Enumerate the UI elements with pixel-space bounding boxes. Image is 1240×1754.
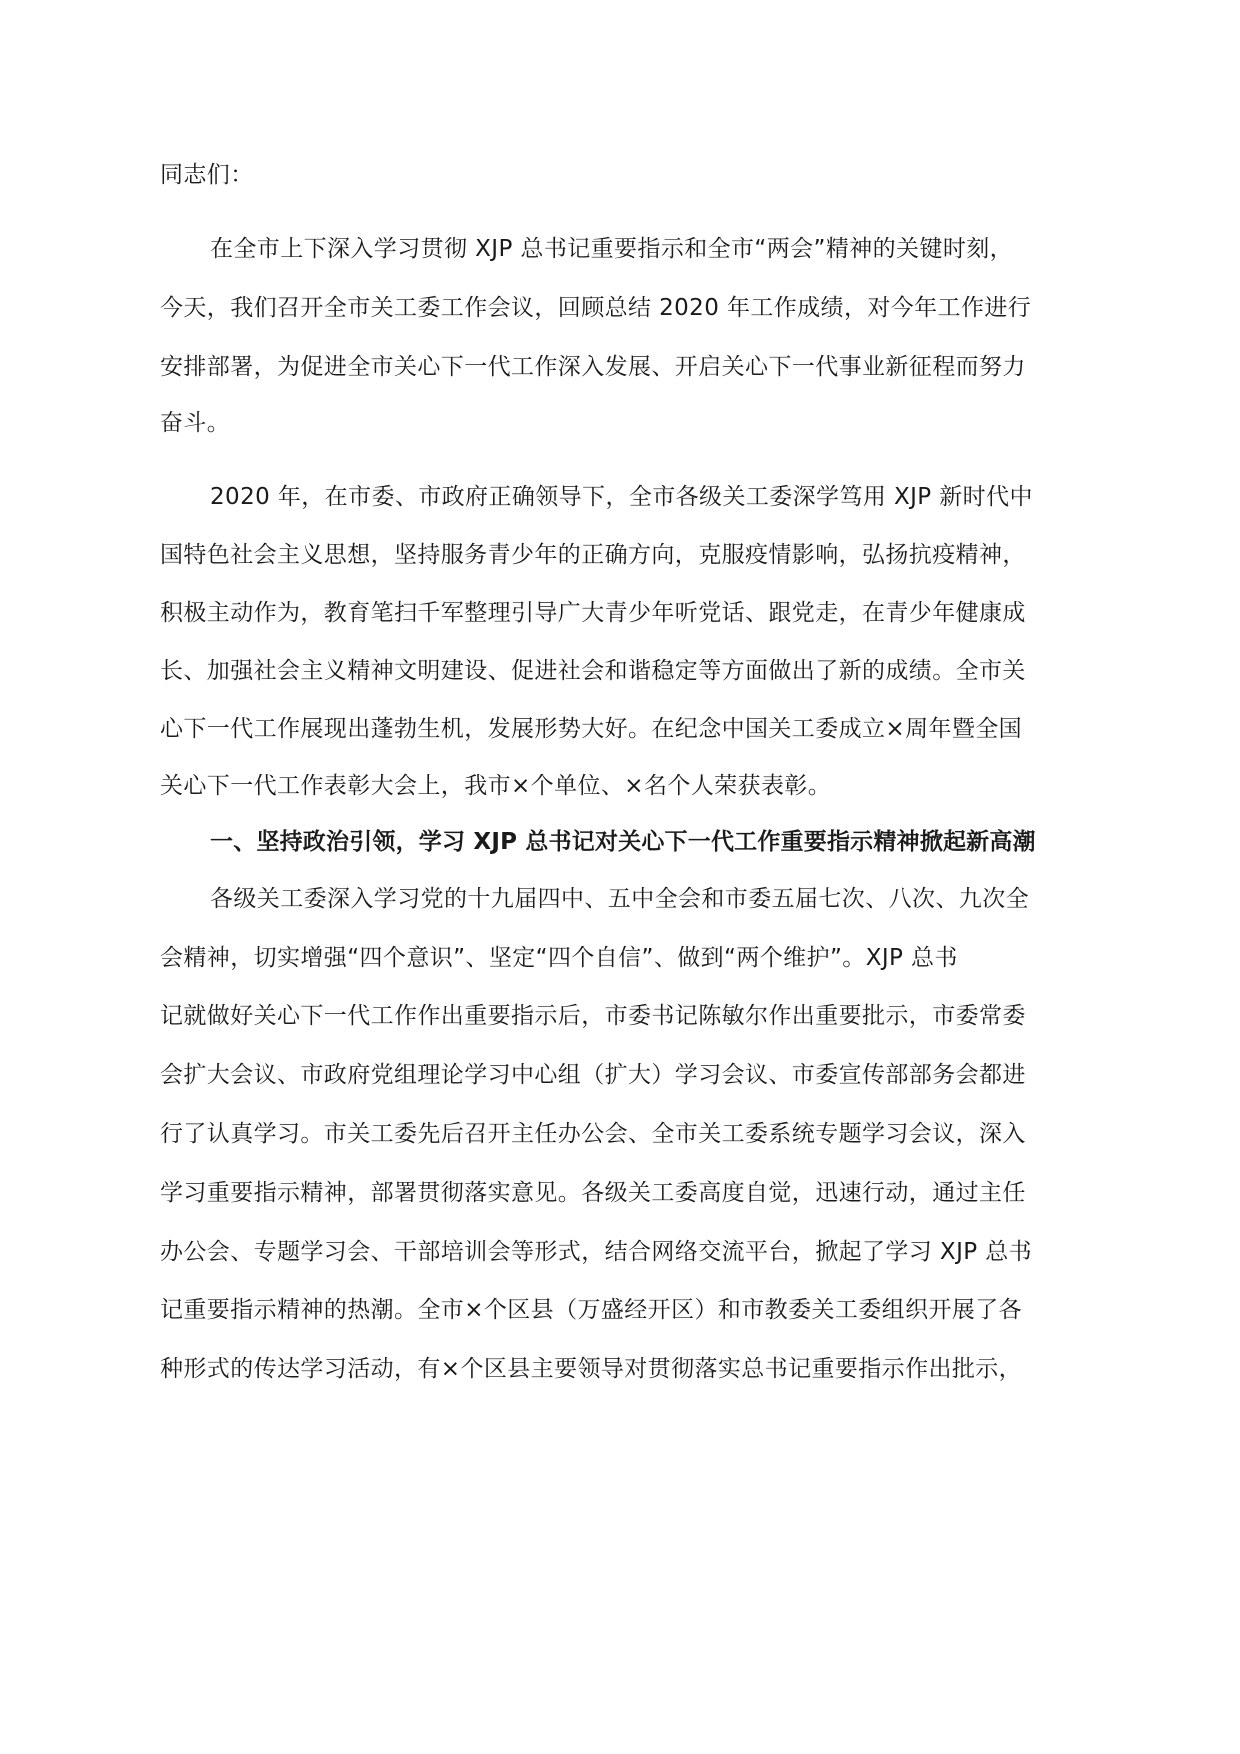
paragraph-line: 记就做好关心下一代工作作出重要指示后，市委书记陈敏尔作出重要批示，市委常委	[160, 1003, 1026, 1029]
paragraph-line: 学习重要指示精神，部署贯彻落实意见。各级关工委高度自觉，迅速行动，通过主任	[160, 1180, 1026, 1206]
paragraph-line: 办公会、专题学习会、干部培训会等形式，结合网络交流平台，掀起了学习 XJP 总书	[160, 1239, 1033, 1265]
paragraph-line: 心下一代工作展现出蓬勃生机，发展形势大好。在纪念中国关工委成立×周年暨全国	[160, 716, 1023, 742]
paragraph-line: 安排部署，为促进全市关心下一代工作深入发展、开启关心下一代事业新征程而努力	[160, 354, 1026, 380]
paragraph-line: 记重要指示精神的热潮。全市×个区县（万盛经开区）和市教委关工委组织开展了各	[160, 1297, 1023, 1323]
section-heading: 一、坚持政治引领，学习 XJP 总书记对关心下一代工作重要指示精神掀起新高潮	[210, 829, 1036, 855]
paragraph-line: 行了认真学习。市关工委先后召开主任办公会、全市关工委系统专题学习会议，深入	[160, 1121, 1026, 1147]
paragraph-line: 会扩大会议、市政府党组理论学习中心组（扩大）学习会议、市委宣传部部务会都进	[160, 1062, 1026, 1088]
paragraph-line: 长、加强社会主义精神文明建设、促进社会和谐稳定等方面做出了新的成绩。全市关	[160, 658, 1026, 684]
paragraph-line: 各级关工委深入学习党的十九届四中、五中全会和市委五届七次、八次、九次全	[210, 886, 1029, 912]
paragraph-line: 种形式的传达学习活动，有×个区县主要领导对贯彻落实总书记重要指示作出批示，	[160, 1356, 1023, 1382]
paragraph-line: 关心下一代工作表彰大会上，我市×个单位、×名个人荣获表彰。	[160, 773, 832, 799]
paragraph-line: 会精神，切实增强“四个意识”、坚定“四个自信”、做到“两个维护”。XJP 总书	[160, 945, 958, 971]
salutation: 同志们：	[160, 162, 254, 188]
paragraph-line: 今天，我们召开全市关工委工作会议，回顾总结 2020 年工作成绩，对今年工作进行	[160, 295, 1032, 321]
paragraph-line: 奋斗。	[160, 410, 231, 436]
paragraph-line: 2020 年，在市委、市政府正确领导下，全市各级关工委深学笃用 XJP 新时代中	[210, 484, 1033, 510]
paragraph-line: 在全市上下深入学习贯彻 XJP 总书记重要指示和全市“两会”精神的关键时刻，	[210, 236, 1014, 262]
paragraph-line: 积极主动作为，教育笔扫千军整理引导广大青少年听党话、跟党走，在青少年健康成	[160, 600, 1026, 626]
paragraph-line: 国特色社会主义思想，坚持服务青少年的正确方向，克服疫情影响，弘扬抗疫精神，	[160, 542, 1026, 568]
